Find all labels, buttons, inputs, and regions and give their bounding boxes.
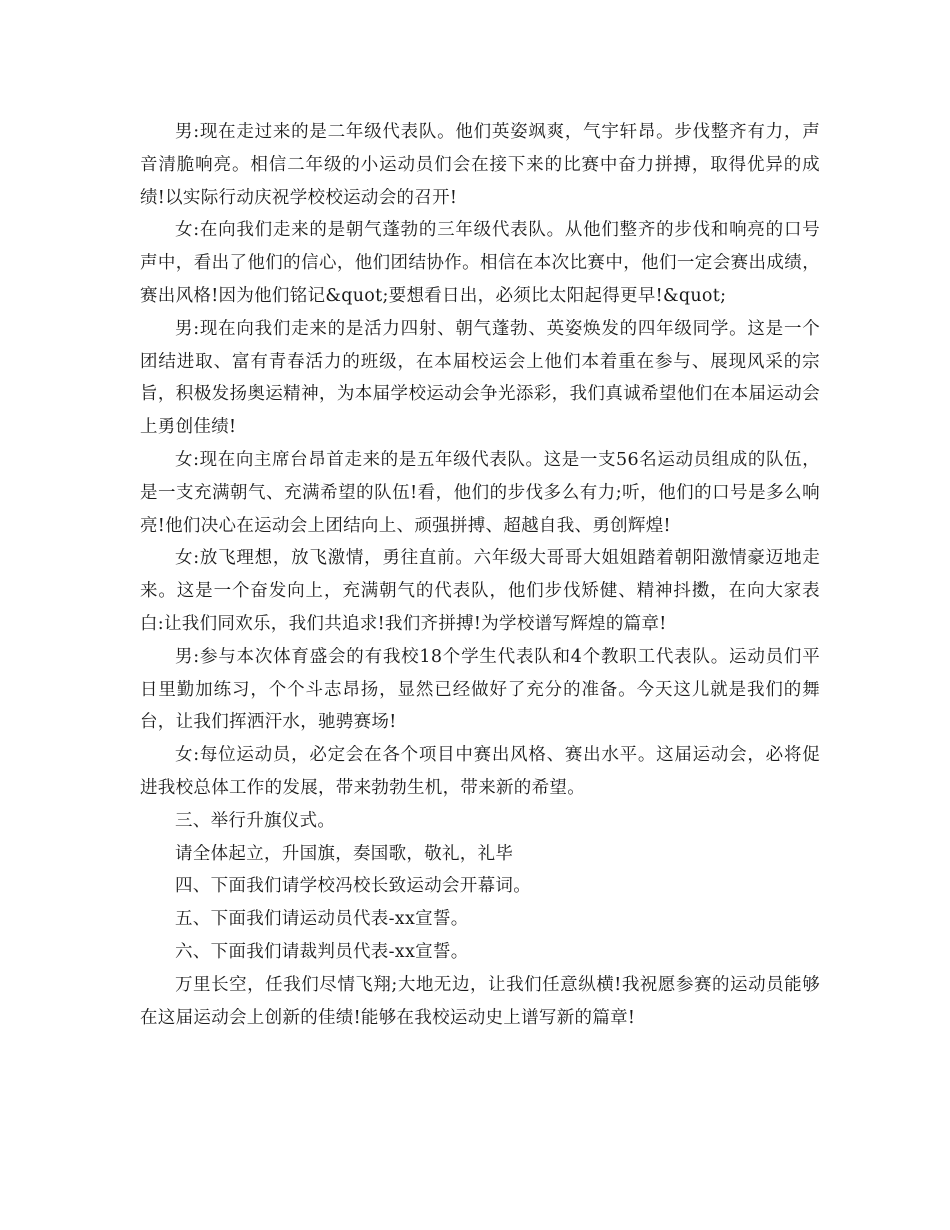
- document-body: [140, 116, 820, 1034]
- paragraph: 女:放飞理想，放飞激情，勇往直前。六年级大哥哥大姐姐踏着朝阳激情豪迈地走来。这是一个奋发向上，充满朝气的代表队，他们步伐矫健、精神抖擞，在向大家表白:让我们同欢乐，我们共追求!我们齐拼搏!为学校谱写辉煌的篇章!: [140, 548, 820, 634]
- paragraph: 男:现在走过来的是二年级代表队。他们英姿飒爽，气宇轩昂。步伐整齐有力，声音清脆响亮。相信二年级的小运动员们会在接下来的比赛中奋力拼搏，取得优异的成绩!以实际行动庆祝学校校运动会的召开!: [140, 122, 820, 208]
- paragraph: 男:参与本次体育盛会的有我校18个学生代表队和4个教职工代表队。运动员们平日里勤加练习，个个斗志昂扬，显然已经做好了充分的准备。今天这儿就是我们的舞台，让我们挥洒汗水，驰骋赛场!: [140, 646, 820, 733]
- paragraph: 请全体起立，升国旗，奏国歌，敬礼，礼毕: [175, 843, 514, 864]
- paragraph: 女:现在向主席台昂首走来的是五年级代表队。这是一支56名运动员组成的队伍，是一支充满朝气、充满希望的队伍!看，他们的步伐多么有力;听，他们的口号是多么响亮!他们决心在运动会上团结向上、顽强拼搏、超越自我、勇创辉煌!: [140, 449, 820, 536]
- paragraph: 万里长空，任我们尽情飞翔;大地无边，让我们任意纵横!我祝愿参赛的运动员能够在这届运动会上创新的佳绩!能够在我校运动史上谱写新的篇章!: [140, 974, 820, 1028]
- section-heading: 三、举行升旗仪式。: [175, 810, 336, 831]
- paragraph: 女:在向我们走来的是朝气蓬勃的三年级代表队。从他们整齐的步伐和响亮的口号声中，看出了他们的信心，他们团结协作。相信在本次比赛中，他们一定会赛出成绩，赛出风格!因为他们铭记&quot;要想看日出，必须比太阳起得更早!&quot;: [140, 220, 820, 306]
- section-heading: 四、下面我们请学校冯校长致运动会开幕词。: [175, 876, 531, 897]
- paragraph: 女:每位运动员，必定会在各个项目中赛出风格、赛出水平。这届运动会，必将促进我校总体工作的发展，带来勃勃生机，带来新的希望。: [140, 745, 820, 798]
- paragraph: 男:现在向我们走来的是活力四射、朝气蓬勃、英姿焕发的四年级同学。这是一个团结进取、富有青春活力的班级，在本届校运会上他们本着重在参与、展现风采的宗旨，积极发扬奥运精神，为本届学校运动会争光添彩，我们真诚希望他们在本届运动会上勇创佳绩!: [140, 318, 820, 438]
- section-heading: 六、下面我们请裁判员代表-xx宣誓。: [175, 941, 469, 962]
- section-heading: 五、下面我们请运动员代表-xx宣誓。: [175, 909, 469, 930]
